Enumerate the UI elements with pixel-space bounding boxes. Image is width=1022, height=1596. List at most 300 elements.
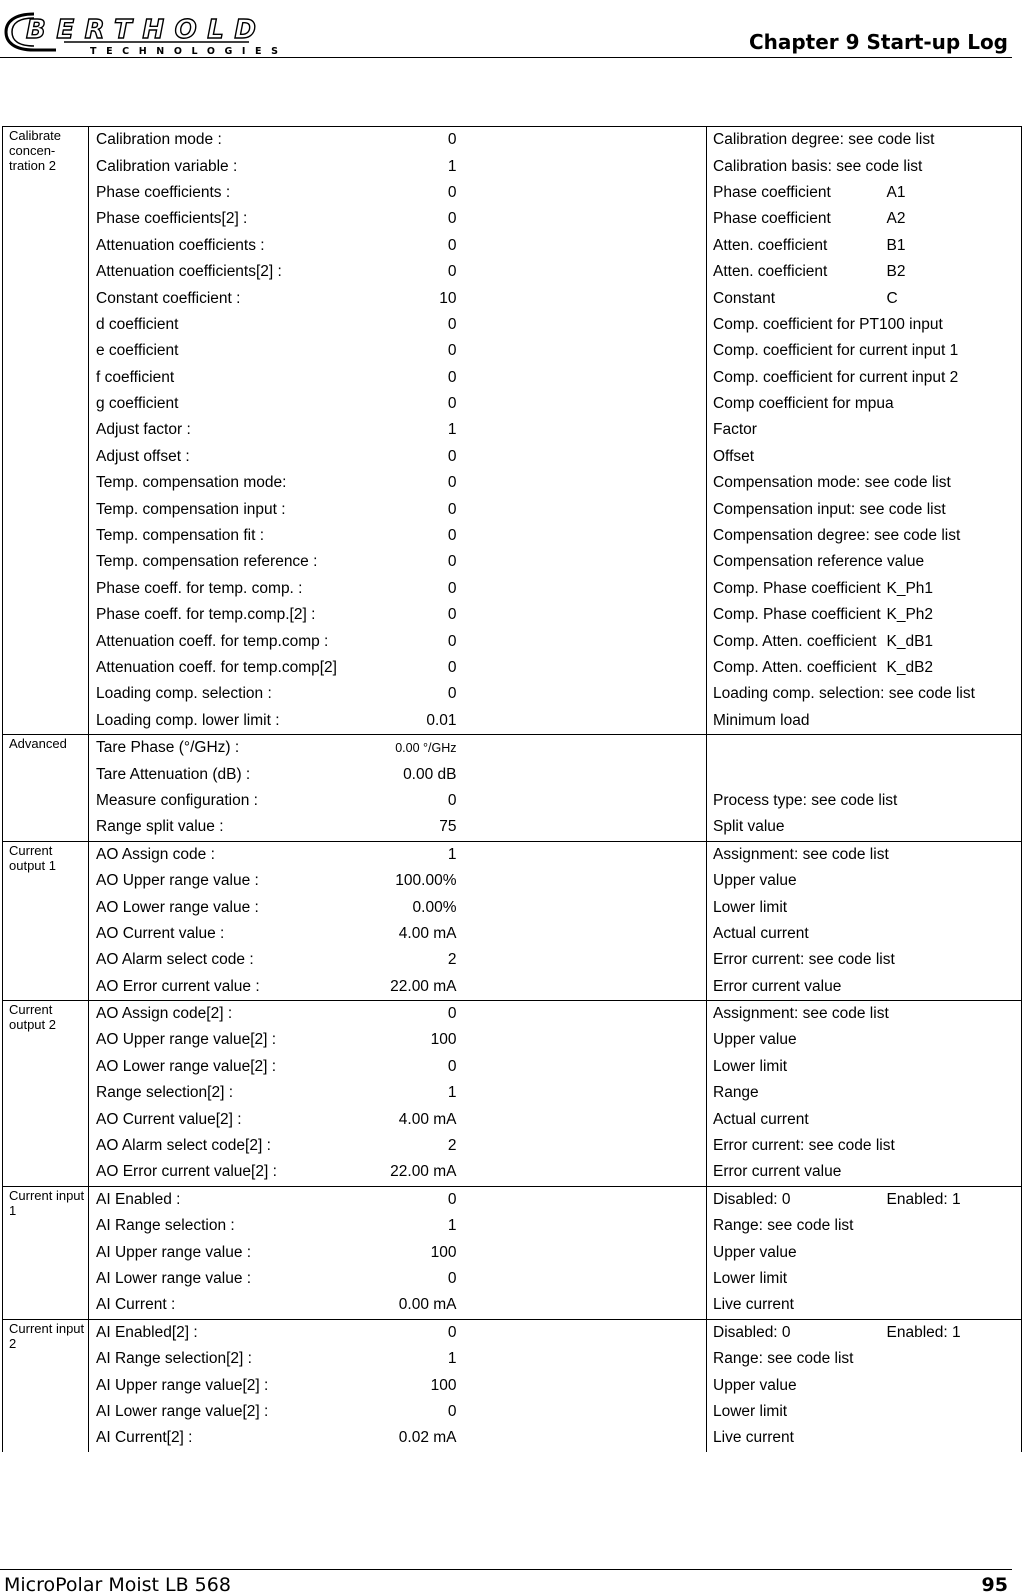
spacer-cell xyxy=(467,1133,707,1159)
parameter-value: 0 xyxy=(361,1000,467,1027)
spacer-cell xyxy=(467,549,707,575)
remark-text: Calibration basis: see code list xyxy=(707,153,887,179)
table-row xyxy=(3,285,1022,311)
parameter-label: AO Current value[2] : xyxy=(96,1110,242,1128)
section-title: Current output 2 xyxy=(3,1000,89,1186)
remark-text: Lower limit xyxy=(707,894,887,920)
remark-text: Upper value xyxy=(707,1372,887,1398)
table-row xyxy=(3,868,1022,894)
remark-text: Phase coefficient xyxy=(707,180,887,206)
remark-detail xyxy=(887,734,1022,761)
spacer-cell xyxy=(467,233,707,259)
parameter-value: 100.00% xyxy=(395,872,457,890)
parameter-label: Phase coeff. for temp. comp. : xyxy=(96,579,303,597)
remark-text: Disabled: 0 xyxy=(707,1186,887,1213)
parameter-label: Temp. compensation reference : xyxy=(96,553,318,571)
spacer-cell xyxy=(467,1319,707,1346)
remark-text: Actual current xyxy=(707,1106,887,1132)
remark-detail xyxy=(887,788,1022,814)
parameter-value: 75 xyxy=(439,818,457,836)
spacer-cell xyxy=(467,708,707,735)
section-title: Calibrate concen-tration 2 xyxy=(3,127,89,735)
parameter-value: 0 xyxy=(447,395,457,413)
remark-text: Error current: see code list xyxy=(707,1133,887,1159)
parameter-label: AI Current : xyxy=(96,1296,176,1314)
parameter-value: 0.01 xyxy=(426,711,457,729)
remark-text: Upper value xyxy=(707,1239,887,1265)
parameter-value: 0.00 dB xyxy=(403,765,457,783)
table-row xyxy=(3,233,1022,259)
remark-detail xyxy=(887,894,1022,920)
remark-text: Assignment: see code list xyxy=(707,1000,887,1027)
svg-text:BERTHOLD: BERTHOLD xyxy=(26,15,256,45)
table-row xyxy=(3,496,1022,522)
remark-text: Comp. Atten. coefficient xyxy=(707,628,887,654)
remark-detail: B2 xyxy=(887,259,1022,285)
remark-detail xyxy=(887,868,1022,894)
parameter-value: 0 xyxy=(447,632,457,650)
parameter-label: AI Range selection : xyxy=(96,1217,235,1235)
spacer-cell xyxy=(467,127,707,154)
spacer-cell xyxy=(467,1159,707,1186)
remark-detail: Enabled: 1 xyxy=(887,1186,1022,1213)
remark-text: Error current value xyxy=(707,1159,887,1186)
table-row xyxy=(3,1399,1022,1425)
parameter-label: Adjust offset : xyxy=(96,447,190,465)
parameter-label: AI Range selection[2] : xyxy=(96,1350,252,1368)
remark-detail: A2 xyxy=(887,206,1022,232)
parameter-value: 0 xyxy=(447,527,457,545)
table-row xyxy=(3,734,1022,761)
spacer-cell xyxy=(467,734,707,761)
table-row xyxy=(3,1425,1022,1451)
spacer-cell xyxy=(467,788,707,814)
parameter-value: 0 xyxy=(447,1057,457,1075)
parameter-label: Phase coefficients[2] : xyxy=(96,210,248,228)
remark-detail xyxy=(887,841,1022,868)
table-row xyxy=(3,1292,1022,1319)
remark-text: Atten. coefficient xyxy=(707,259,887,285)
remark-detail xyxy=(887,444,1022,470)
parameter-label: f coefficient xyxy=(96,368,175,386)
parameter-label: Attenuation coefficients : xyxy=(96,236,265,254)
parameter-label: Calibration variable : xyxy=(96,157,238,175)
parameter-label: Attenuation coeff. for temp.comp[2] xyxy=(96,659,337,676)
parameter-label: AI Upper range value[2] : xyxy=(96,1376,269,1394)
table-row xyxy=(3,127,1022,154)
parameter-label: AO Error current value[2] : xyxy=(96,1163,277,1181)
table-row xyxy=(3,180,1022,206)
spacer-cell xyxy=(467,206,707,232)
table-row xyxy=(3,338,1022,364)
remark-detail xyxy=(887,761,1022,787)
remark-text: Comp coefficient for mpua xyxy=(707,391,887,417)
remark-text: Error current: see code list xyxy=(707,947,887,973)
remark-text: Atten. coefficient xyxy=(707,233,887,259)
spacer-cell xyxy=(467,523,707,549)
remark-text xyxy=(707,761,887,787)
spacer-cell xyxy=(467,814,707,841)
table-row xyxy=(3,365,1022,391)
spacer-cell xyxy=(467,417,707,443)
spacer-cell xyxy=(467,1239,707,1265)
remark-detail: K_dB2 xyxy=(887,655,1022,681)
parameter-label: Temp. compensation fit : xyxy=(96,527,264,545)
spacer-cell xyxy=(467,921,707,947)
parameter-value: 0 xyxy=(447,1402,457,1420)
parameter-value: 0 xyxy=(447,606,457,624)
remark-text: Compensation reference value xyxy=(707,549,887,575)
parameter-label: Measure configuration : xyxy=(96,791,258,809)
table-row xyxy=(3,894,1022,920)
remark-text: Comp. Phase coefficient xyxy=(707,602,887,628)
parameter-value: 0 xyxy=(447,685,457,703)
parameter-value: 0.00 °/GHz xyxy=(361,734,467,761)
remark-detail xyxy=(887,391,1022,417)
spacer-cell xyxy=(467,285,707,311)
parameter-label: Temp. compensation mode: xyxy=(96,474,287,492)
spacer-cell xyxy=(467,1372,707,1398)
table-row xyxy=(3,153,1022,179)
table-row xyxy=(3,708,1022,735)
spacer-cell xyxy=(467,444,707,470)
spacer-cell xyxy=(467,602,707,628)
remark-text: Compensation degree: see code list xyxy=(707,523,887,549)
spacer-cell xyxy=(467,974,707,1001)
parameter-value: 0.00% xyxy=(412,898,457,916)
remark-text: Live current xyxy=(707,1425,887,1451)
spacer-cell xyxy=(467,1292,707,1319)
parameter-label: Tare Attenuation (dB) : xyxy=(96,765,251,783)
spacer-cell xyxy=(467,391,707,417)
parameter-label: AO Upper range value[2] : xyxy=(96,1031,277,1049)
spacer-cell xyxy=(467,1054,707,1080)
spacer-cell xyxy=(467,496,707,522)
parameter-value: 0 xyxy=(447,236,457,254)
table-row xyxy=(3,1239,1022,1265)
parameter-label: g coefficient xyxy=(96,395,179,413)
parameter-label: AO Alarm select code[2] : xyxy=(96,1137,271,1155)
parameter-label: AO Assign code[2] : xyxy=(89,1000,361,1027)
parameter-label: AI Upper range value : xyxy=(96,1243,252,1261)
parameter-label: AI Lower range value : xyxy=(96,1269,252,1287)
remark-text: Comp. coefficient for current input 1 xyxy=(707,338,887,364)
spacer-cell xyxy=(467,947,707,973)
remark-text: Calibration degree: see code list xyxy=(707,127,887,154)
table-row xyxy=(3,788,1022,814)
section-title: Current input 1 xyxy=(3,1186,89,1319)
remark-text: Upper value xyxy=(707,868,887,894)
table-row xyxy=(3,1213,1022,1239)
spacer-cell xyxy=(467,841,707,868)
parameter-value: 0 xyxy=(361,1186,467,1213)
parameter-value: 1 xyxy=(447,421,457,439)
parameter-value: 0.00 mA xyxy=(398,1296,457,1314)
parameter-label: Attenuation coeff. for temp.comp : xyxy=(96,632,329,650)
remark-detail xyxy=(887,1000,1022,1027)
remark-detail xyxy=(887,1106,1022,1132)
remark-text: Comp. coefficient for PT100 input xyxy=(707,312,887,338)
parameter-label: AO Error current value : xyxy=(96,977,260,995)
parameter-value: 0 xyxy=(447,553,457,571)
parameter-label: AO Alarm select code : xyxy=(96,951,254,969)
parameter-label: Range selection[2] : xyxy=(96,1084,234,1102)
spacer-cell xyxy=(467,1027,707,1053)
table-row xyxy=(3,523,1022,549)
parameter-label: d coefficient xyxy=(96,315,179,333)
parameter-value: 0 xyxy=(447,315,457,333)
spacer-cell xyxy=(467,312,707,338)
table-row xyxy=(3,391,1022,417)
parameter-value: 0 xyxy=(361,1319,467,1346)
parameter-value: 100 xyxy=(430,1376,457,1394)
remark-text: Constant xyxy=(707,285,887,311)
spacer-cell xyxy=(467,628,707,654)
parameter-label: Attenuation coefficients[2] : xyxy=(96,263,282,281)
remark-detail xyxy=(887,947,1022,973)
remark-detail: C xyxy=(887,285,1022,311)
remark-detail: K_dB1 xyxy=(887,628,1022,654)
header-rule xyxy=(0,57,1012,58)
parameter-label: Temp. compensation input : xyxy=(96,500,286,518)
remark-text: Range: see code list xyxy=(707,1213,887,1239)
remark-text: Disabled: 0 xyxy=(707,1319,887,1346)
parameter-label: Loading comp. selection : xyxy=(96,685,272,703)
remark-text xyxy=(707,734,887,761)
table-row xyxy=(3,1133,1022,1159)
parameter-value: 22.00 mA xyxy=(390,977,457,995)
spacer-cell xyxy=(467,1106,707,1132)
table-row xyxy=(3,921,1022,947)
table-row xyxy=(3,1186,1022,1213)
parameter-label: Range split value : xyxy=(96,818,224,836)
remark-detail: K_Ph1 xyxy=(887,576,1022,602)
spacer-cell xyxy=(467,365,707,391)
remark-text: Error current value xyxy=(707,974,887,1001)
parameter-label: Calibration mode : xyxy=(89,127,361,154)
table-row xyxy=(3,1027,1022,1053)
remark-text: Assignment: see code list xyxy=(707,841,887,868)
parameter-value: 0 xyxy=(447,447,457,465)
spacer-cell xyxy=(467,1346,707,1372)
parameter-value: 0 xyxy=(447,500,457,518)
parameter-label: AI Lower range value[2] : xyxy=(96,1402,269,1420)
table-row xyxy=(3,1000,1022,1027)
spacer-cell xyxy=(467,180,707,206)
remark-detail: Enabled: 1 xyxy=(887,1319,1022,1346)
table-row xyxy=(3,761,1022,787)
remark-text: Range xyxy=(707,1080,887,1106)
remark-text: Lower limit xyxy=(707,1399,887,1425)
spacer-cell xyxy=(467,1186,707,1213)
remark-text: Lower limit xyxy=(707,1266,887,1292)
remark-detail: K_Ph2 xyxy=(887,602,1022,628)
remark-text: Loading comp. selection: see code list xyxy=(707,681,887,707)
remark-text: Live current xyxy=(707,1292,887,1319)
remark-detail xyxy=(887,1425,1022,1451)
table-row xyxy=(3,628,1022,654)
parameter-value: 4.00 mA xyxy=(398,1110,457,1128)
parameter-value: 4.00 mA xyxy=(398,924,457,942)
parameter-value: 0 xyxy=(447,183,457,201)
remark-detail xyxy=(887,1346,1022,1372)
parameter-label: AO Current value : xyxy=(96,924,225,942)
spacer-cell xyxy=(467,1213,707,1239)
remark-detail: A1 xyxy=(887,180,1022,206)
parameter-value: 0 xyxy=(447,474,457,492)
remark-detail xyxy=(887,921,1022,947)
start-up-log-table xyxy=(2,126,1022,1452)
remark-detail xyxy=(887,417,1022,443)
parameter-value: 0 xyxy=(447,1269,457,1287)
remark-detail xyxy=(887,1266,1022,1292)
parameter-value: 1 xyxy=(447,1217,457,1235)
table-row xyxy=(3,1319,1022,1346)
spacer-cell xyxy=(467,894,707,920)
table-row xyxy=(3,470,1022,496)
spacer-cell xyxy=(467,470,707,496)
table-row xyxy=(3,1159,1022,1186)
parameter-label: AO Assign code : xyxy=(89,841,361,868)
table-row xyxy=(3,841,1022,868)
parameter-value: 0 xyxy=(447,263,457,281)
parameter-value: 1 xyxy=(361,841,467,868)
remark-text: Compensation mode: see code list xyxy=(707,470,887,496)
table-row xyxy=(3,1106,1022,1132)
table-row xyxy=(3,444,1022,470)
svg-text:TECHNOLOGIES: TECHNOLOGIES xyxy=(90,46,286,56)
table-row xyxy=(3,312,1022,338)
table-row xyxy=(3,814,1022,841)
table-row xyxy=(3,1080,1022,1106)
parameter-value: 1 xyxy=(447,157,457,175)
spacer-cell xyxy=(467,153,707,179)
remark-text: Offset xyxy=(707,444,887,470)
spacer-cell xyxy=(467,868,707,894)
berthold-logo xyxy=(4,8,304,56)
parameter-label: Phase coeff. for temp.comp.[2] : xyxy=(96,606,316,624)
remark-text: Compensation input: see code list xyxy=(707,496,887,522)
parameter-label: Constant coefficient : xyxy=(96,289,241,307)
remark-text: Process type: see code list xyxy=(707,788,887,814)
parameter-value: 0 xyxy=(447,791,457,809)
parameter-value: 0 xyxy=(447,210,457,228)
table-row xyxy=(3,259,1022,285)
table-row xyxy=(3,1372,1022,1398)
remark-detail xyxy=(887,1399,1022,1425)
table-row xyxy=(3,206,1022,232)
remark-text: Comp. Atten. coefficient xyxy=(707,655,887,681)
parameter-label: AI Enabled[2] : xyxy=(89,1319,361,1346)
spacer-cell xyxy=(467,1399,707,1425)
spacer-cell xyxy=(467,761,707,787)
remark-detail: B1 xyxy=(887,233,1022,259)
chapter-title: Chapter 9 Start-up Log xyxy=(748,30,1008,54)
parameter-value: 1 xyxy=(447,1084,457,1102)
spacer-cell xyxy=(467,1080,707,1106)
parameter-value: 22.00 mA xyxy=(390,1163,457,1181)
parameter-value: 0 xyxy=(447,368,457,386)
table-row xyxy=(3,1054,1022,1080)
table-row xyxy=(3,947,1022,973)
remark-detail xyxy=(887,1133,1022,1159)
remark-text: Upper value xyxy=(707,1027,887,1053)
table-row xyxy=(3,549,1022,575)
parameter-value: 0 xyxy=(361,127,467,154)
parameter-value: 100 xyxy=(430,1031,457,1049)
parameter-value: 0 xyxy=(447,579,457,597)
table-row xyxy=(3,1266,1022,1292)
remark-detail xyxy=(887,708,1022,735)
spacer-cell xyxy=(467,681,707,707)
spacer-cell xyxy=(467,259,707,285)
remark-detail xyxy=(887,1080,1022,1106)
table-row xyxy=(3,974,1022,1001)
remark-text: Range: see code list xyxy=(707,1346,887,1372)
footer-product-name: MicroPolar Moist LB 568 xyxy=(4,1574,231,1596)
parameter-label: Phase coefficients : xyxy=(96,183,231,201)
table-row xyxy=(3,1346,1022,1372)
table-row xyxy=(3,681,1022,707)
page-number: 95 xyxy=(981,1574,1008,1596)
section-title: Advanced xyxy=(3,734,89,841)
parameter-label: AI Enabled : xyxy=(89,1186,361,1213)
parameter-label: AI Current[2] : xyxy=(96,1429,193,1447)
remark-detail xyxy=(887,1372,1022,1398)
spacer-cell xyxy=(467,338,707,364)
parameter-value: 0 xyxy=(447,342,457,360)
remark-text: Phase coefficient xyxy=(707,206,887,232)
parameter-label: Loading comp. lower limit : xyxy=(96,711,280,729)
table-row xyxy=(3,576,1022,602)
remark-detail xyxy=(887,974,1022,1001)
parameter-label: AO Lower range value : xyxy=(96,898,259,916)
remark-detail xyxy=(887,1159,1022,1186)
remark-detail xyxy=(887,814,1022,841)
parameter-label: e coefficient xyxy=(96,342,179,360)
remark-text: Factor xyxy=(707,417,887,443)
spacer-cell xyxy=(467,1000,707,1027)
table-row xyxy=(3,602,1022,628)
remark-text: Comp. coefficient for current input 2 xyxy=(707,365,887,391)
remark-detail xyxy=(887,1027,1022,1053)
parameter-value: 10 xyxy=(439,289,457,307)
parameter-value: 1 xyxy=(447,1350,457,1368)
remark-text: Minimum load xyxy=(707,708,887,735)
remark-detail xyxy=(887,1239,1022,1265)
parameter-label: Adjust factor : xyxy=(96,421,191,439)
section-title: Current input 2 xyxy=(3,1319,89,1451)
remark-detail xyxy=(887,1054,1022,1080)
table-row xyxy=(3,417,1022,443)
spacer-cell xyxy=(467,1425,707,1451)
remark-text: Split value xyxy=(707,814,887,841)
spacer-cell xyxy=(467,1266,707,1292)
parameter-value: 100 xyxy=(430,1243,457,1261)
remark-detail xyxy=(887,1292,1022,1319)
parameter-value: 0.02 mA xyxy=(398,1429,457,1447)
parameter-label: AO Lower range value[2] : xyxy=(96,1057,277,1075)
spacer-cell xyxy=(467,655,707,681)
parameter-label: Tare Phase (°/GHz) : xyxy=(89,734,361,761)
parameter-value: 0 xyxy=(447,659,457,676)
remark-detail xyxy=(887,1213,1022,1239)
parameter-value: 2 xyxy=(447,951,457,969)
section-title: Current output 1 xyxy=(3,841,89,1000)
remark-text: Lower limit xyxy=(707,1054,887,1080)
remark-text: Comp. Phase coefficient xyxy=(707,576,887,602)
remark-text: Actual current xyxy=(707,921,887,947)
